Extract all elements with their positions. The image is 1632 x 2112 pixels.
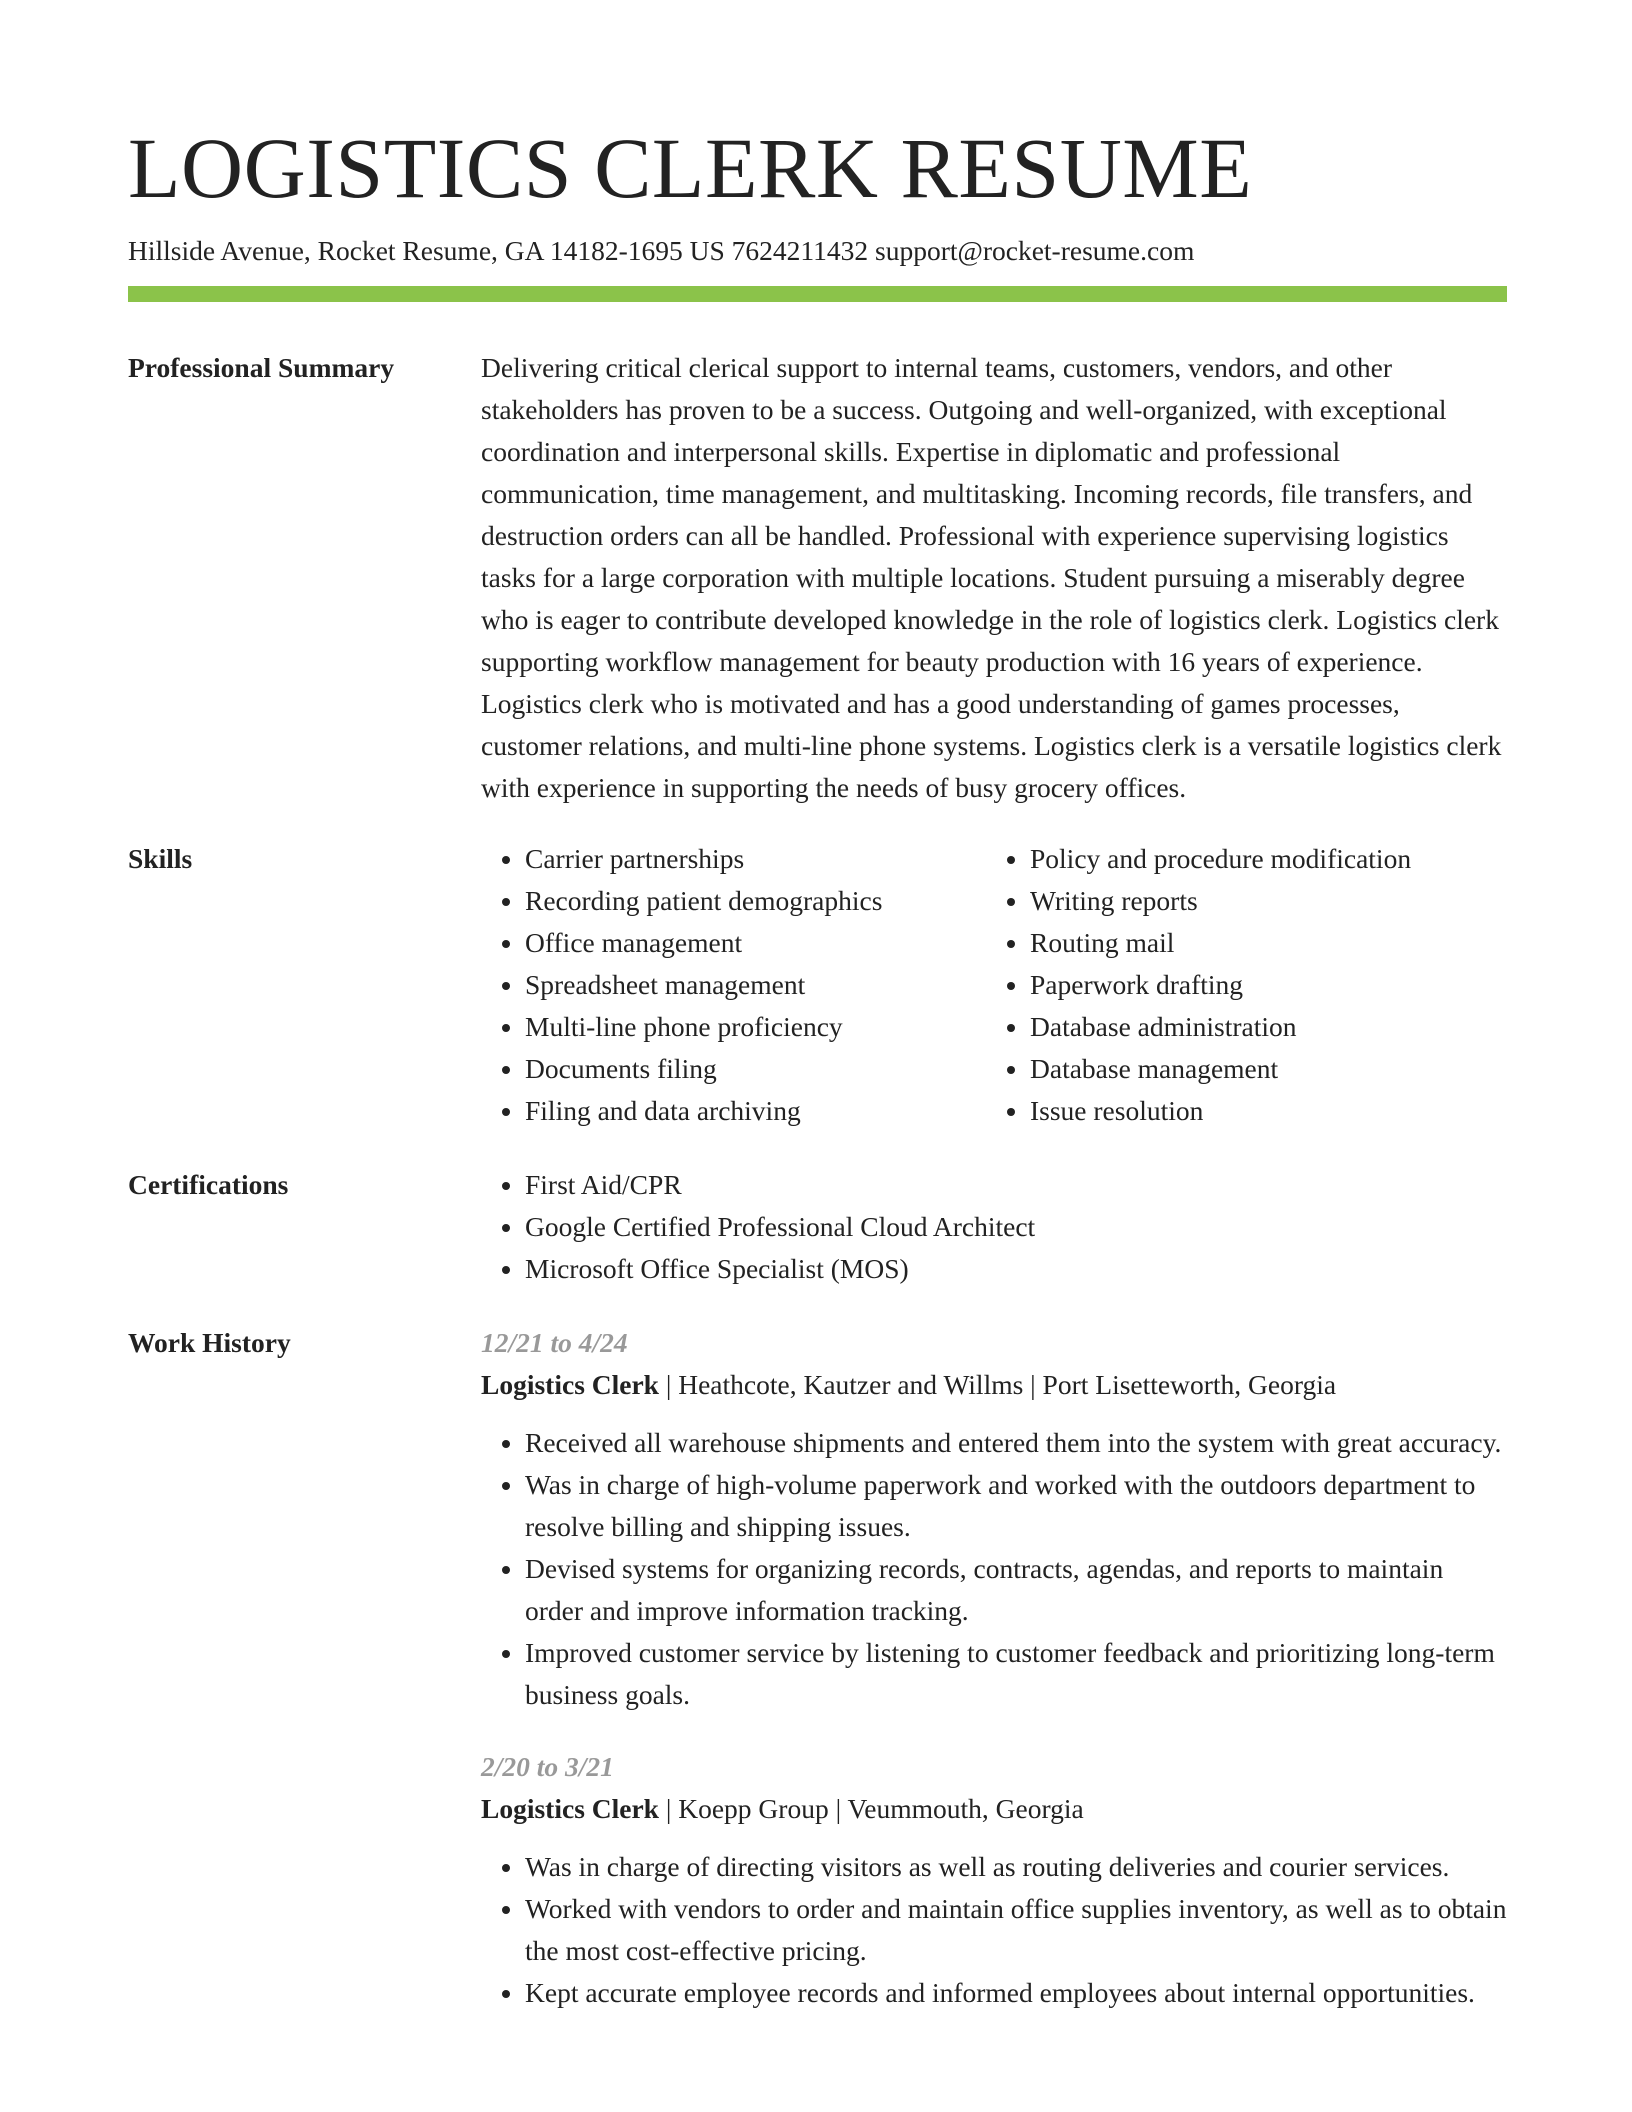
job-bullets bbox=[481, 1846, 1507, 2014]
summary-heading: Professional Summary bbox=[128, 352, 395, 383]
certifications-list bbox=[481, 1164, 1507, 1290]
skill-item: • Spreadsheet management bbox=[525, 964, 986, 1006]
skill-item: • Filing and data archiving bbox=[525, 1090, 986, 1132]
resume-title: LOGISTICS CLERK RESUME bbox=[128, 120, 1253, 216]
job-bullet: • Improved customer service by listening to customer feedback and prioritizing long-term business goals. bbox=[525, 1632, 1507, 1716]
job-entry bbox=[481, 1322, 1507, 1716]
skill-item: • Writing reports bbox=[1030, 880, 1507, 922]
skill-item: • Routing mail bbox=[1030, 922, 1507, 964]
job-details: | Heathcote, Kautzer and Willms | Port Lisetteworth, Georgia bbox=[658, 1369, 1337, 1400]
skill-item: • Database management bbox=[1030, 1048, 1507, 1090]
skill-item: • Documents filing bbox=[525, 1048, 986, 1090]
work-history-body bbox=[481, 1322, 1507, 2014]
skill-item: • Policy and procedure modification bbox=[1030, 838, 1507, 880]
job-bullet: • Was in charge of directing visitors as well as routing deliveries and courier services. bbox=[525, 1846, 1507, 1888]
job-bullet: • Kept accurate employee records and informed employees about internal opportunities. bbox=[525, 1972, 1507, 2014]
skill-item: • Database administration bbox=[1030, 1006, 1507, 1048]
job-bullets bbox=[481, 1422, 1507, 1716]
job-heading bbox=[481, 1788, 1507, 1830]
skill-item: • Multi-line phone proficiency bbox=[525, 1006, 986, 1048]
contact-line: Hillside Avenue, Rocket Resume, GA 14182-1695 US 7624211432 support@rocket-resume.com bbox=[128, 235, 1195, 266]
skill-item: • Paperwork drafting bbox=[1030, 964, 1507, 1006]
skill-item: • Recording patient demographics bbox=[525, 880, 986, 922]
skills-list-left bbox=[481, 838, 986, 1132]
work-history-heading: Work History bbox=[128, 1327, 291, 1358]
job-bullet: • Was in charge of high-volume paperwork and worked with the outdoors department to resolve billing and shipping issues. bbox=[525, 1464, 1507, 1548]
certification-item: • First Aid/CPR bbox=[525, 1164, 1507, 1206]
skills-list-right bbox=[986, 838, 1507, 1132]
skill-item: • Office management bbox=[525, 922, 986, 964]
job-title: Logistics Clerk bbox=[481, 1369, 659, 1400]
job-details: | Koepp Group | Veummouth, Georgia bbox=[658, 1793, 1084, 1824]
job-dates: 12/21 to 4/24 bbox=[481, 1327, 628, 1358]
skill-item: • Carrier partnerships bbox=[525, 838, 986, 880]
skills-body bbox=[481, 838, 1507, 1132]
job-dates: 2/20 to 3/21 bbox=[481, 1751, 614, 1782]
certification-item: • Microsoft Office Specialist (MOS) bbox=[525, 1248, 1507, 1290]
certifications-heading: Certifications bbox=[128, 1169, 289, 1200]
skill-item: • Issue resolution bbox=[1030, 1090, 1507, 1132]
job-title: Logistics Clerk bbox=[481, 1793, 659, 1824]
certification-item: • Google Certified Professional Cloud Architect bbox=[525, 1206, 1507, 1248]
job-bullet: • Worked with vendors to order and maintain office supplies inventory, as well as to obtain the most cost-effective pricing. bbox=[525, 1888, 1507, 1972]
job-entry bbox=[481, 1746, 1507, 2014]
job-heading bbox=[481, 1364, 1507, 1406]
skills-heading: Skills bbox=[128, 843, 193, 874]
header-divider bbox=[128, 286, 1507, 302]
summary-text: Delivering critical clerical support to internal teams, customers, vendors, and other stakeholders has proven to be a success. Outgoing and well-organized, with exceptional coordination and interpersonal skills. Expertise in diplomatic and professional communication, time management, and multitasking. Incoming records, file transfers, and destruction orders can all be handled. Professional with experience supervising logistics tasks for a large corporation with multiple locations. Student pursuing a miserably degree who is eager to contribute developed knowledge in the role of logistics clerk. Logistics clerk supporting workflow management for beauty production with 16 years of experience. Logistics clerk who is motivated and has a good understanding of games processes, customer relations, and multi-line phone systems. Logistics clerk is a versatile logistics clerk with experience in supporting the needs of busy grocery offices. bbox=[481, 352, 1502, 803]
certifications-body bbox=[481, 1164, 1507, 1290]
job-bullet: • Received all warehouse shipments and entered them into the system with great accuracy. bbox=[525, 1422, 1507, 1464]
summary-body bbox=[481, 347, 1507, 809]
job-bullet: • Devised systems for organizing records, contracts, agendas, and reports to maintain order and improve information tracking. bbox=[525, 1548, 1507, 1632]
